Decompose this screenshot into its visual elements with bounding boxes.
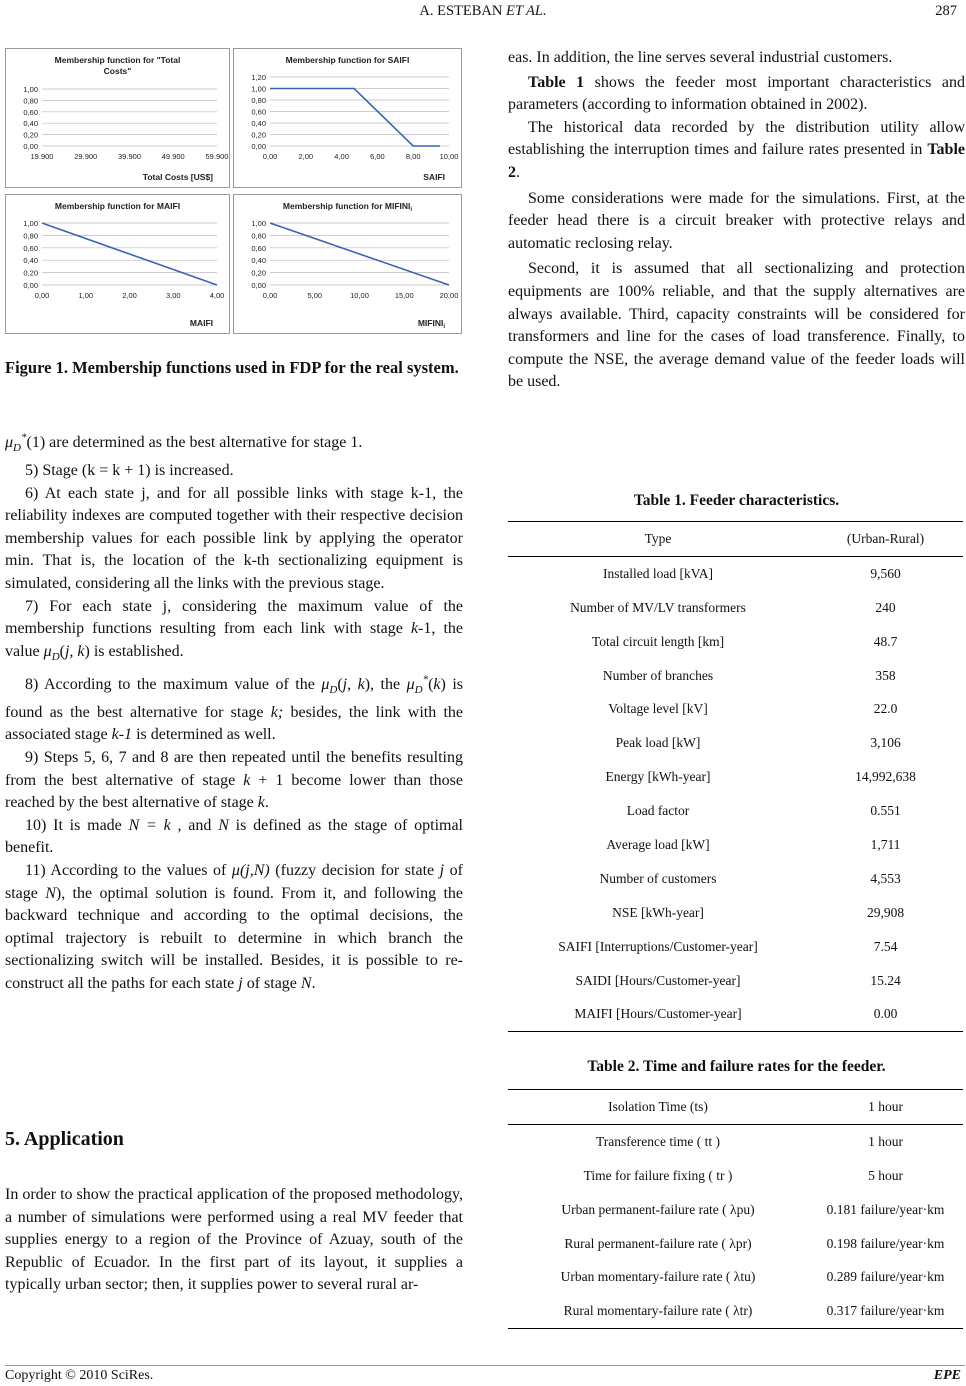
- x-tick-label: 49.900: [161, 152, 185, 161]
- table-cell-value: 0.181 failure/year·km: [826, 1201, 945, 1217]
- x-tick-label: 29.900: [74, 152, 98, 161]
- x-tick-label: 20,00: [439, 291, 459, 300]
- chart-title-subscript: i: [410, 207, 413, 213]
- table-cell-value: 0.317 failure/year·km: [808, 1294, 963, 1328]
- x-tick-label: 0,00: [34, 291, 50, 300]
- table-cell-label: Transference time ( tt ): [596, 1133, 720, 1149]
- copyright: Copyright © 2010 SciRes.: [5, 1368, 154, 1383]
- journal-name: EPE: [933, 1368, 961, 1383]
- table-row: [508, 760, 963, 794]
- x-tick-label: 4,00: [334, 152, 349, 161]
- running-head-author: A. ESTEBAN: [419, 3, 503, 19]
- figure-panel-mifini: [233, 194, 462, 334]
- table-cell-value: 3,106: [870, 735, 901, 751]
- table-cell-label: Rural permanent-failure rate ( λpr): [564, 1235, 752, 1251]
- chart-title: Membership function for $MIFINI_i$: [282, 201, 413, 213]
- figure-panel-total-costs: [5, 48, 230, 188]
- figure-caption: Figure 1. Membership functions used in FDP for the real system.: [5, 358, 459, 377]
- table-cell-value: 9,560: [870, 565, 901, 581]
- footer-divider: [5, 1365, 965, 1366]
- membership-chart: [6, 49, 229, 187]
- y-tick-label: 0,80: [251, 231, 266, 241]
- table-row: [508, 794, 963, 828]
- table1-caption: Table 1. Feeder characteristics.: [633, 492, 840, 509]
- table2-caption: Table 2. Time and failure rates for the feeder.: [587, 1058, 886, 1075]
- y-tick-label: 0,00: [251, 142, 266, 151]
- paragraph-step-10: 10) It is made N = k , and N is defined as the stage of optimal benefit.: [5, 816, 464, 857]
- paragraph-step-9: 9) Steps 5, 6, 7 and 8 are then repeated until the benefits resulting from the best alternative of stage k + 1 become lower than those reached by the best alternative of stage k.: [5, 748, 463, 812]
- table1: [508, 521, 963, 1032]
- table-cell-label: Peak load [kW]: [615, 735, 701, 751]
- x-axis-label: SAIFI: [423, 172, 445, 182]
- x-tick-label: 0,00: [262, 152, 278, 161]
- table-cell-label: SAIDI [Hours/Customer-year]: [575, 972, 741, 988]
- chart-title: Membership function for SAIFI: [285, 55, 410, 65]
- left-column-text: [5, 427, 463, 995]
- x-tick-label: 6,00: [370, 152, 385, 161]
- y-tick-label: 1,20: [251, 73, 266, 82]
- table-cell-value: 48.7: [873, 633, 898, 649]
- paragraph-continued: eas. In addition, the line serves several industrial customers.: [508, 49, 893, 66]
- table-cell-value: 1,711: [870, 836, 901, 852]
- table-cell-label: Installed load [kVA]: [603, 565, 713, 581]
- y-tick-label: 0,00: [23, 142, 38, 151]
- chart-title: Costs": [103, 66, 132, 76]
- table-cell-value: (Urban-Rural): [808, 522, 963, 557]
- table-row: [508, 1294, 963, 1328]
- table-cell-label: Total circuit length [km]: [591, 633, 725, 649]
- y-tick-label: 0,80: [23, 231, 38, 241]
- y-tick-label: 0,20: [251, 268, 266, 278]
- y-tick-label: 0,40: [23, 119, 38, 129]
- table-row: [508, 1124, 963, 1158]
- x-axis-label: $MIFINI_i$: [417, 318, 445, 330]
- chart-title: Membership function for "Total: [54, 55, 181, 65]
- y-tick-label: 0,40: [251, 256, 266, 266]
- table-row: [508, 896, 963, 930]
- table-cell-label: Type: [508, 522, 808, 557]
- x-tick-label: 15,00: [394, 291, 414, 300]
- table-cell-label: NSE [kWh-year]: [612, 904, 704, 920]
- x-tick-label: 8,00: [405, 152, 421, 161]
- y-tick-label: 0,80: [23, 96, 38, 106]
- y-tick-label: 0,60: [23, 107, 38, 117]
- table-cell-value: 4,553: [870, 870, 901, 886]
- y-tick-label: 0,20: [251, 130, 266, 140]
- y-tick-label: 0,60: [23, 243, 38, 253]
- table-cell-label: Time for failure fixing ( tr ): [583, 1167, 733, 1183]
- membership-line: [270, 223, 449, 285]
- membership-chart: [6, 195, 229, 333]
- x-tick-label: 1,00: [78, 291, 94, 300]
- paragraph-step-8: 8) According to the maximum value of the $\mu_D(j$, k), the $\mu_D^*(k)$ is found as the best alternative for stage k; besides, the link with the associated stage k-1 is determined as well.: [5, 673, 464, 744]
- table-cell-label: Isolation Time (ts): [508, 1090, 808, 1125]
- running-head: [0, 3, 966, 20]
- x-tick-label: 2,00: [298, 152, 314, 161]
- table-row: [508, 828, 963, 862]
- table2: [508, 1089, 963, 1329]
- table-cell-label: Energy [kWh-year]: [605, 769, 711, 785]
- table-row: [508, 862, 963, 896]
- table-cell-value: 29,908: [866, 904, 905, 920]
- table-cell-value: 5 hour: [868, 1167, 903, 1183]
- table-row: [508, 625, 963, 659]
- table-row: [508, 997, 963, 1031]
- x-tick-label: 0,00: [262, 291, 278, 300]
- table-row: [508, 591, 963, 625]
- table-cell-value: 14,992,638: [855, 769, 916, 785]
- x-axis-label: MAIFI: [189, 318, 213, 328]
- running-head-etal: ET AL.: [506, 3, 547, 19]
- table-cell-value: 0.551: [870, 803, 901, 819]
- paragraph-considerations: Some considerations were made for the simulations. First, at the feeder head there is a circuit breaker with protective relays and automatic reclosing relay.: [508, 189, 965, 252]
- x-tick-label: 39.900: [118, 152, 141, 161]
- y-tick-label: 0,20: [23, 268, 38, 278]
- y-tick-label: 0,00: [251, 281, 266, 290]
- paragraph-mu-stage1: $\mu_D^*(1)$ are determined as the best alternative for stage 1.: [5, 432, 363, 455]
- table-row: [508, 1227, 963, 1261]
- membership-line: [42, 223, 217, 285]
- table-cell-label: Rural momentary-failure rate ( λtr): [508, 1294, 808, 1328]
- table-cell-value: 240: [875, 599, 896, 615]
- figure-panel-maifi: [5, 194, 230, 334]
- table-row: [508, 556, 963, 590]
- table-row: [508, 930, 963, 964]
- paragraph-step-11: 11) According to the values of μ(j,N) (fuzzy decision for state j of stage N), the optimal solution is found. From it, and following the backward technique and according to the optimal decisions, the optimal trajectory is rebuilt to determine in which branch the sectionalizing switch will be installed. Besides, it is possible to re-construct all the paths for each state j of stage N.: [5, 861, 464, 992]
- membership-line: [270, 89, 440, 147]
- y-tick-label: 1,00: [23, 219, 38, 228]
- y-tick-label: 0,40: [251, 119, 266, 128]
- x-tick-label: 59.900: [205, 152, 229, 161]
- table-cell-value: 0.00: [808, 997, 963, 1031]
- table-row: [508, 1159, 963, 1193]
- table-cell-value: 0.289 failure/year·km: [826, 1269, 945, 1285]
- y-tick-label: 0,60: [251, 107, 266, 117]
- table-row: [508, 726, 963, 760]
- paragraph-second: Second, it is assumed that all sectionalizing and protection equipments are 100% reliable, and that the supply alternatives are always available. Third, capacity constraints will be considered for transformers and line for the cases of load transference. Finally, to compute the NSE, the average demand value of the feeder loads will be used.: [508, 260, 965, 391]
- table-cell-label: Load factor: [626, 803, 690, 819]
- y-tick-label: 0,40: [23, 256, 38, 266]
- table-cell-label: Urban momentary-failure rate ( λtu): [560, 1269, 756, 1285]
- y-tick-label: 1,00: [251, 84, 266, 94]
- table-cell-label: Average load [kW]: [606, 836, 710, 852]
- table-cell-value: 7.54: [873, 938, 898, 954]
- y-tick-label: 0,60: [251, 243, 266, 253]
- table-cell-value: 358: [875, 667, 896, 683]
- paragraph-step-5: 5) Stage (k = k + 1) is increased.: [25, 462, 234, 480]
- table-cell-label: SAIFI [Interruptions/Customer-year]: [558, 938, 758, 954]
- paragraph-application: In order to show the practical application of the proposed methodology, a number of simulations were performed using a real MV feeder that supplies energy to a region of the Province of Azuay, south of the Republic of Ecuador. In the first part of its layout, it supplies a typically urban sector; then, it supplies power to several rural ar-: [5, 1186, 463, 1294]
- figure-panel-saifi: [233, 48, 462, 188]
- table-row: [508, 1193, 963, 1227]
- y-tick-label: 0,00: [23, 281, 38, 290]
- x-tick-label: 10,00: [439, 152, 459, 161]
- table-row: [508, 692, 963, 726]
- table-cell-value: 22.0: [873, 701, 898, 717]
- x-tick-label: 3,00: [165, 291, 181, 300]
- x-tick-label: 19.900: [30, 152, 54, 161]
- paragraph-table1-ref: Table 1 shows the feeder most important characteristics and parameters (according to information obtained in 2002).: [508, 73, 965, 114]
- table-cell-label: Number of customers: [599, 870, 717, 886]
- table-cell-label: Urban permanent-failure rate ( λpu): [561, 1201, 755, 1217]
- table-header-row: [508, 522, 963, 557]
- table-row: [508, 659, 963, 693]
- table-cell-value: 1 hour: [808, 1090, 963, 1125]
- membership-chart: [234, 49, 461, 187]
- x-axis-label: Total Costs [US$]: [142, 172, 213, 182]
- section-title-application: 5. Application: [5, 1128, 124, 1150]
- table-cell-value: 0.198 failure/year·km: [826, 1235, 945, 1251]
- table-cell-value: 1 hour: [868, 1133, 903, 1149]
- x-tick-label: 10,00: [350, 291, 369, 300]
- y-tick-label: 0,80: [251, 96, 266, 105]
- table-row: [508, 1260, 963, 1294]
- chart-title: Membership function for MAIFI: [54, 201, 181, 211]
- right-column-text: [508, 47, 965, 394]
- paragraph-step-6: 6) At each state j, and for all possible links with stage k-1, the reliability indexes are computed together with their respective decision membership values for each possible link by applying the operator min. That is, the location of the k-th sectionalizing equipment is simulated, considering all the links with the previous stage.: [5, 484, 463, 593]
- table-cell-value: 15.24: [870, 972, 901, 988]
- table-row: [508, 964, 963, 998]
- y-tick-label: 1,00: [23, 85, 38, 94]
- page-number: 287: [935, 3, 957, 19]
- x-tick-label: 5,00: [307, 291, 323, 300]
- y-tick-label: 1,00: [251, 219, 266, 228]
- paragraph-step-7: 7) For each state j, considering the maximum value of the membership functions resulting from each link with stage k-1, the value $\mu_D(j$, k) is established.: [5, 597, 464, 664]
- paragraph-historical: The historical data recorded by the distribution utility allow establishing the interruption times and failure rates presented in Table 2.: [508, 118, 965, 181]
- y-tick-label: 0,20: [23, 130, 38, 140]
- table-cell-label: Number of branches: [602, 667, 714, 683]
- x-tick-label: 2,00: [122, 291, 137, 300]
- table-cell-label: Number of MV/LV transformers: [570, 599, 746, 615]
- table-row: [508, 1090, 963, 1125]
- table-cell-label: MAIFI [Hours/Customer-year]: [508, 997, 808, 1031]
- x-axis-label-subscript: i: [443, 324, 445, 330]
- table-cell-label: Voltage level [kV]: [608, 701, 708, 717]
- membership-chart: [234, 195, 461, 333]
- x-tick-label: 4,00: [209, 291, 225, 300]
